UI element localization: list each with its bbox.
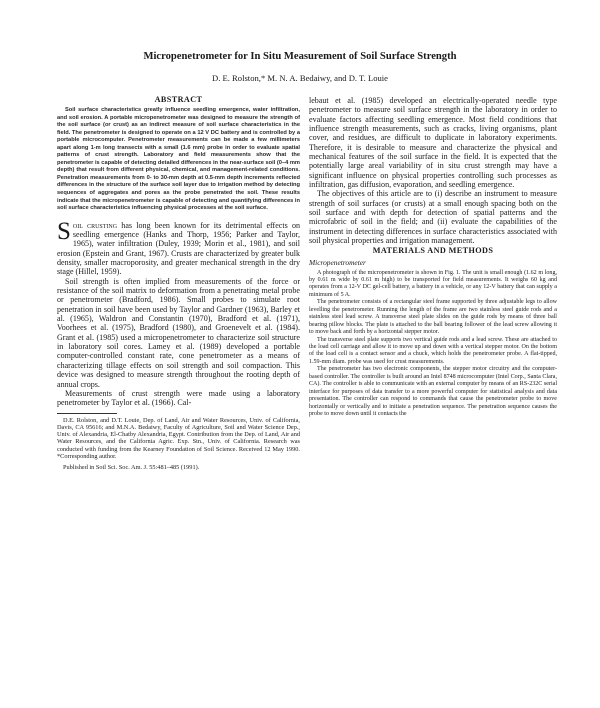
abstract-heading: ABSTRACT xyxy=(154,95,203,104)
methods-paragraph-1: A photograph of the micropenetrometer is shown in Fig. 1. The unit is small enough (1.62 m long, by 0.61 m wide by 0.61 m high) to be transported for field measurements. It weighs 60 kg and operates from a 12-V DC gel-cell battery, a battery in a vehicle, or any 12-V battery that can supply a minimum of 5 A. xyxy=(309,269,557,298)
author-line: D. E. Rolston,* M. N. A. Bedaiwy, and D. T. Louie xyxy=(212,73,388,83)
objectives-paragraph: The objectives of this article are to (i) describe an instrument to measure strength of soil surfaces (or crusts) at a small enough spacing both on the soil surface and with depth for detection of spatial patterns and the microfabric of soil in the field; and (ii) evaluate the capabilities of the instrument in detecting differences in surface characteristics associated with soil physical properties and irrigation management. xyxy=(309,189,557,246)
intro-paragraph-1-text: has long been known for its detrimental effects on seedling emergence (Hanks and Thorp, 1956; Parker and Taylor, 1965), water infiltration (Duley, 1939; Morin et al., 1981), and soil erosion (Epstein and Grant, 1967). Crusts are characterized by greater bulk density, smaller macroporosity, and greater mechanical strength in the dry stage (Hillel, 1959). xyxy=(57,220,300,277)
drop-cap: S xyxy=(57,217,71,245)
intro-paragraph-1 xyxy=(57,217,300,277)
intro-paragraph-3: Measurements of crust strength were made using a laboratory penetrometer by Taylor et al. (1966). Cal- xyxy=(57,388,300,408)
abstract-text: Soil surface characteristics greatly influence seedling emergence, water infiltration, and soil erosion. A portable micropenetrometer was designed to measure the strength of the soil surface (or crust) as an indirect measure of soil surface characteristics in the field. The penetrometer is designed to operate on a 12 V DC battery and is controlled by a portable microcomputer. Penetrometer measurements can be made a few millimeters apart along 1-m long transects with a small (1.6 mm) probe in order to evaluate spatial patterns of crust strength. Laboratory and field measurements show that the penetrometer is capable of detecting detailed differences in the near-surface soil (0–4 mm depth) that result from different physical, chemical, and management-related conditions. Penetration measurements from 0- to 30-mm depth at 0.5-mm depth increments reflected differences in the structure of the surface soil layer due to irrigation method by detecting sequences of aggregates and pores as the probe penetrated the soil. These results indicate that the micropenetrometer is capable of detecting and quantifying differences in soil surface characteristics influencing physical processes at the soil surface. xyxy=(57,107,300,212)
methods-paragraph-2: The penetrometer consists of a rectangular steel frame supported by three adjustable legs to allow levelling the penetrometer. Running the length of the frame are two stainless steel guide rods and a stainless steel lead screw. A transverse steel plate slides on the guide rods by means of three ball bearing pillow blocks. The plate is attached to the ball bearing follower of the lead screw allowing it to move back and forth by a horizontal stepper motor. xyxy=(309,299,557,336)
publication-line: Published in Soil Sci. Soc. Am. J. 55:481–485 (1991). xyxy=(63,464,200,472)
spacer xyxy=(57,213,300,221)
author-affiliation-footnote: D.E. Rolston, and D.T. Louie, Dep. of Land, Air and Water Resources, Univ. of California, Davis, CA 95616; and M.N.A. Bedaiwy, Faculty of Agriculture, Soil and Water Science Dep., Univ. of Alexandria, El-Chatby Alexandria, Egypt. Contribution from the Dep. of Land, Air and Water Resources, and the California Agric. Exp. Stn., Univ. of California. Research was conducted with funding from the Kearney Foundation of Soil Science. Received 12 May 1990. *Corresponding author. xyxy=(57,416,300,461)
right-column xyxy=(309,96,557,419)
methods-paragraph-3: The transverse steel plate supports two vertical guide rods and a lead screw. These are attached to the load cell carriage and allow it to move up and down with a vertical stepper motor. On the bottom of the load cell is a contact sensor and a chuck, which holds the penetrometer probe. A flat-tipped, 1.59-mm diam. probe was used for crust measurements. xyxy=(309,336,557,365)
methods-paragraph-4: The penetrometer has two electronic components, the stepper motor circuitry and the computer-based controller. The controller is built around an Intel 8748 microcomputer (Intel Corp., Santa Clara, CA). The controller is able to communicate with an external computer by means of an RS-232C serial interface for purposes of data transfer to a more powerful computer for statistical analysis and data presentation. The controller can respond to commands that cause the penetrometer probe to move horizontally or vertically and to initiate a penetration sequence. The penetration sequence causes the probe to move down until it contacts the xyxy=(309,366,557,418)
intro-small-caps: oil crusting xyxy=(72,220,118,230)
footnote-divider xyxy=(57,413,117,414)
materials-methods-heading: MATERIALS AND METHODS xyxy=(372,245,494,255)
right-paragraph-1: lebaut et al. (1985) developed an electrically-operated needle type penetrometer to measure soil surface strength in the laboratory in order to evaluate factors affecting seedling emergence. Most field conditions that influence strength measurements, such as cracks, living organisms, plant cover, and residues, are difficult to duplicate in laboratory experiments. Therefore, it is desirable to measure and characterize the physical and mechanical features of the soil surface in the field. It is expected that the potentially large areal variability of in situ crust strength may have a significant influence on physical properties controlling such processes as infiltration, gas diffusion, evaporation, and seedling emergence. xyxy=(309,96,557,190)
paper-title: Micropenetrometer for In Situ Measurement of Soil Surface Strength xyxy=(143,51,457,62)
intro-paragraph-2: Soil strength is often implied from measurements of the force or resistance of the soil matrix to deformation from a penetrating metal probe or penetrometer (Bradford, 1986). Small probes to simulate root penetration in soil have been used by Taylor and Gardner (1963), Barley et al. (1965), Waldron and Constantin (1970), Bradford et al. (1971), Voorhees et al. (1975), Bradford (1980), and Groenevelt et al. (1984). Grant et al. (1985) used a micropenetrometer to characterize soil structure in laboratory soil cores. Lamey et al. (1989) developed a portable computer-controlled constant rate, cone penetrometer as a means of characterizing tillage effects on soil strength and soil compaction. This device was designed to measure strength throughout the rooting depth of annual crops. xyxy=(57,276,300,389)
left-column xyxy=(57,95,300,472)
micropenetrometer-subheading: Micropenetrometer xyxy=(309,257,366,267)
